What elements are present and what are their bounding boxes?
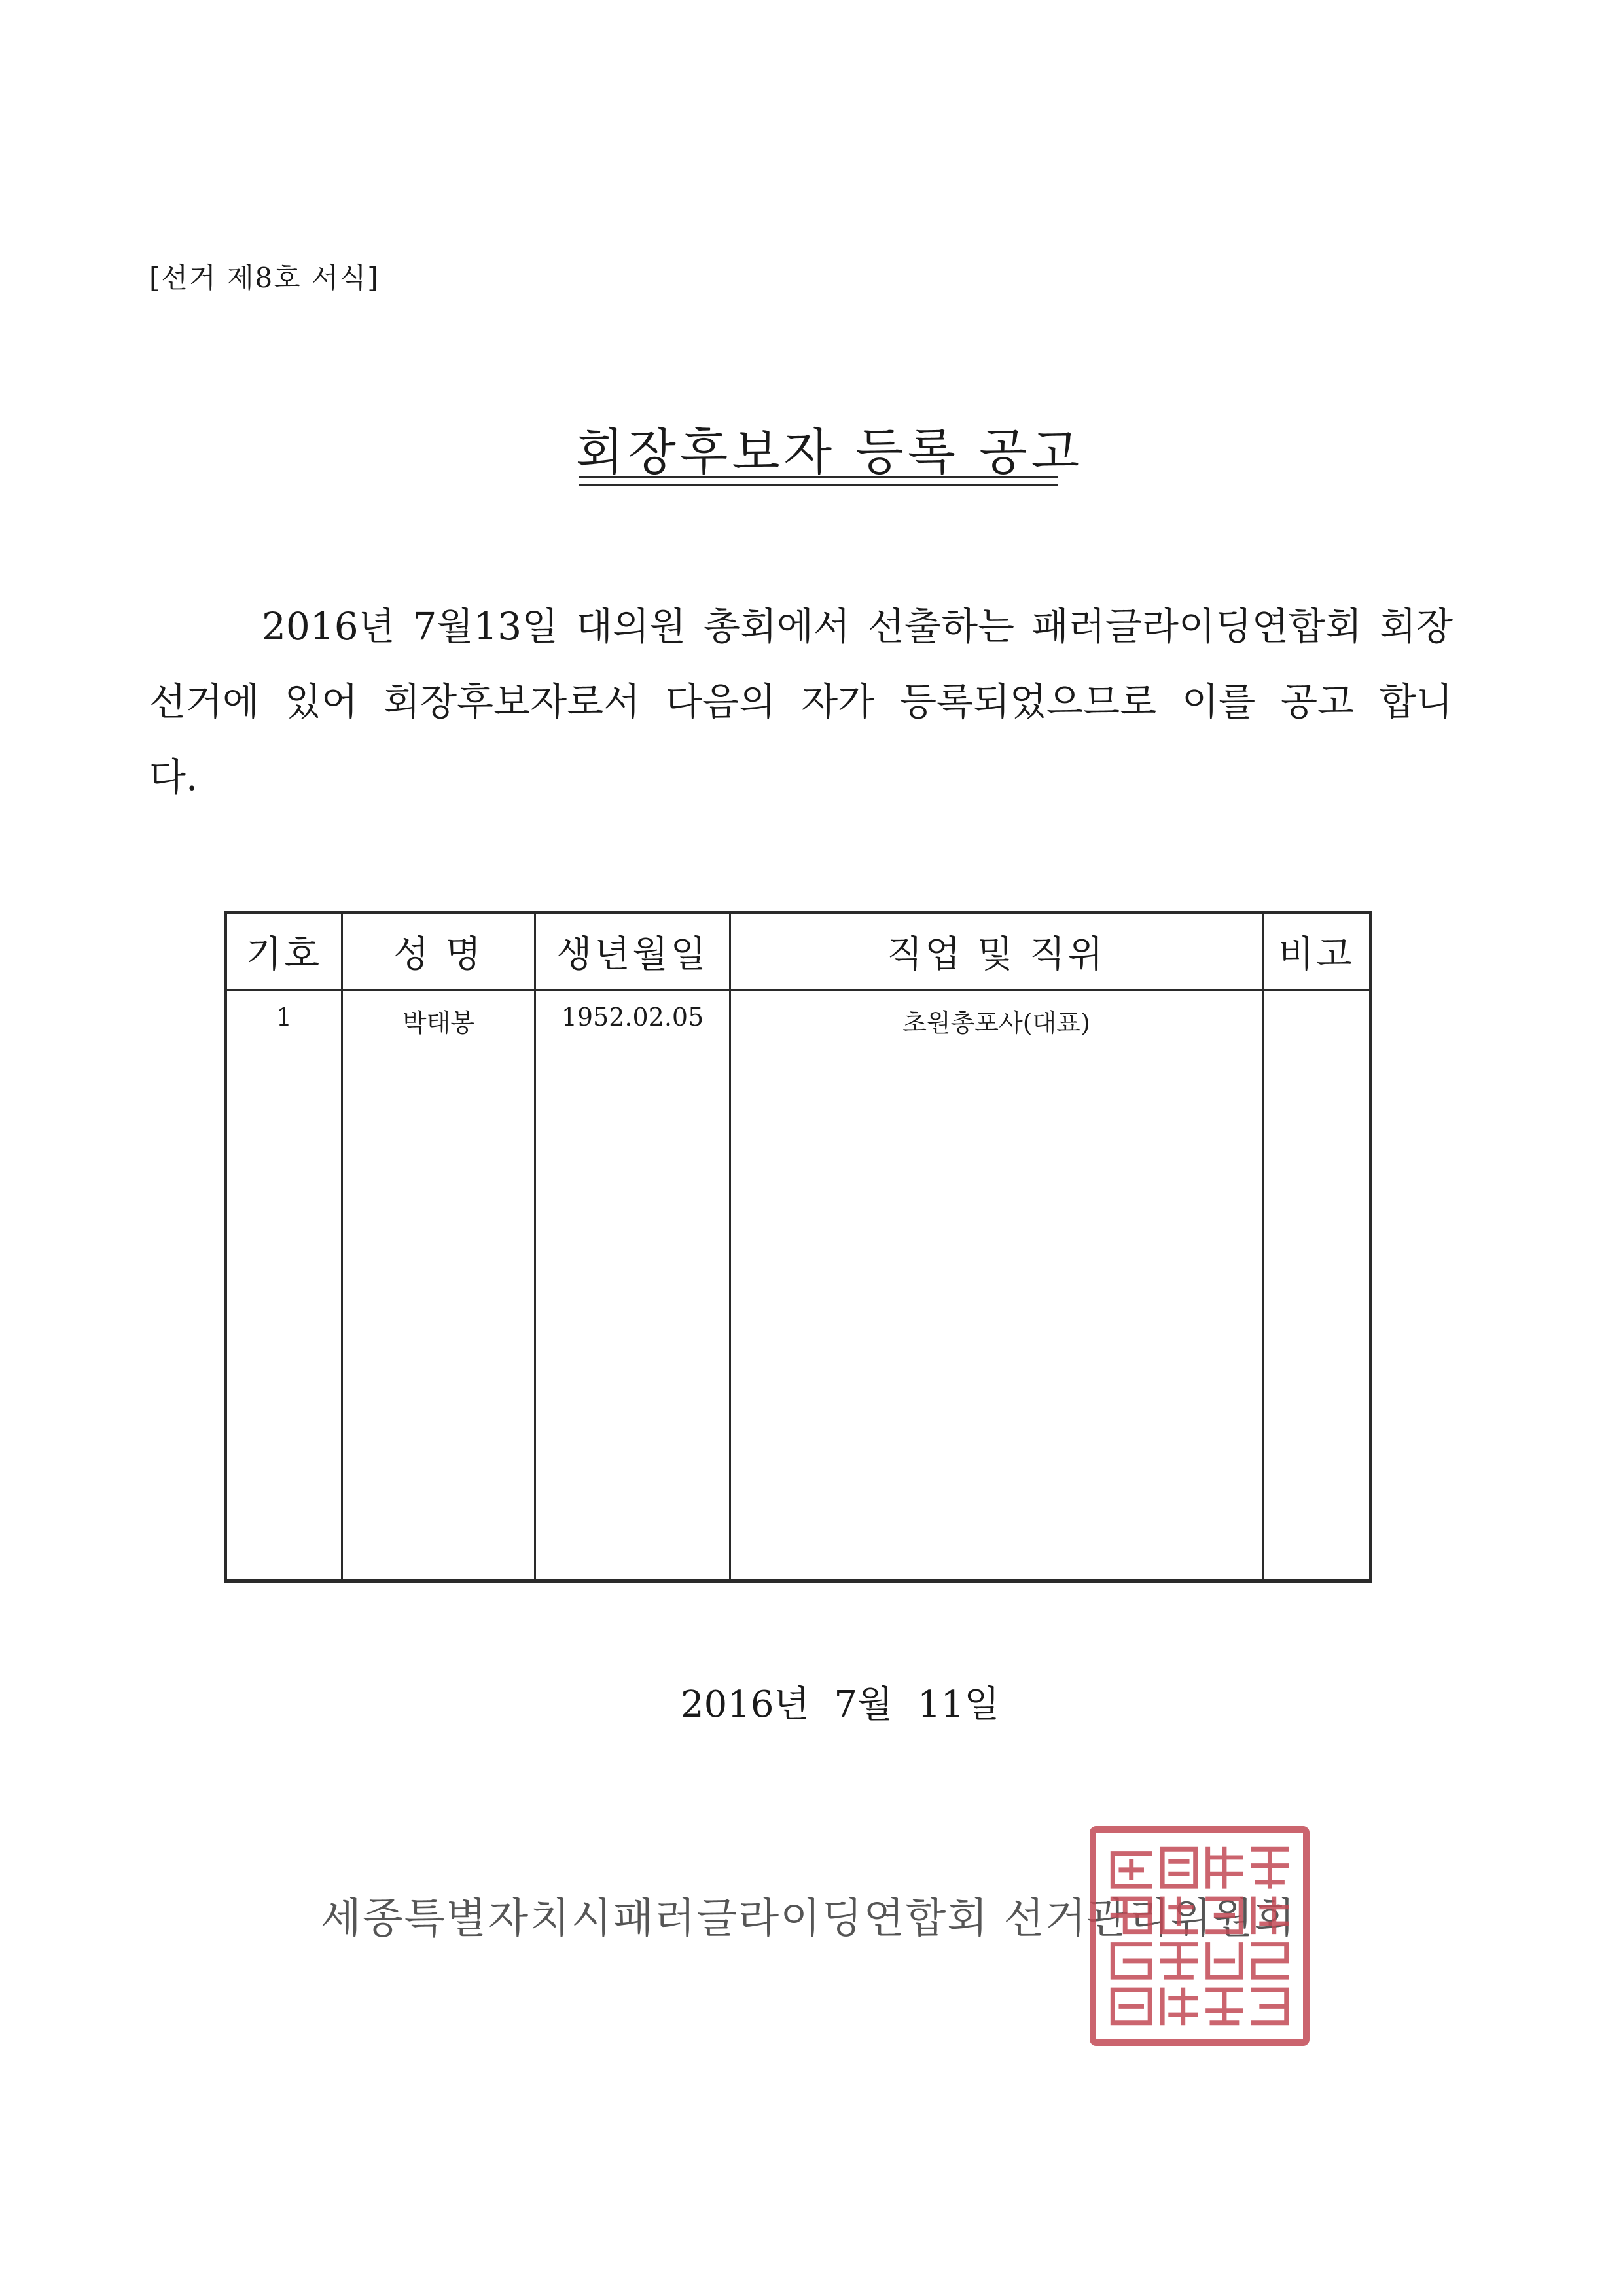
body-line-3: 다.	[149, 755, 198, 799]
table-header-row	[226, 913, 1371, 990]
cell-occupation: 초원총포사(대표)	[730, 990, 1263, 1581]
header-number: 기호	[226, 913, 342, 990]
form-label: [선거 제8호 서식]	[149, 262, 380, 294]
header-remarks: 비고	[1263, 913, 1371, 990]
body-line-1: 2016년 7월13일 대의원 총회에서 선출하는 패러글라이딩연합회 회장	[262, 604, 1453, 649]
cell-birthdate: 1952.02.05	[535, 990, 730, 1581]
header-birthdate: 생년월일	[535, 913, 730, 990]
page-title: 회장후보자 등록 공고	[576, 423, 1084, 481]
title-underline-second	[579, 484, 1058, 486]
cell-name: 박태봉	[342, 990, 535, 1581]
cell-remarks	[1263, 990, 1371, 1581]
table-row	[226, 990, 1371, 1581]
seal-glyphs	[1096, 1833, 1303, 2039]
issue-date: 2016년 7월 11일	[681, 1683, 1000, 1726]
cell-number: 1	[226, 990, 342, 1581]
header-name: 성 명	[342, 913, 535, 990]
issuer-name: 세종특별자치시패러글라이딩연합회 선거관리위원회	[321, 1895, 1296, 1943]
body-line-2: 선거에 있어 회장후보자로서 다음의 자가 등록되었으므로 이를 공고 합니	[149, 679, 1453, 724]
official-seal-icon	[1090, 1826, 1310, 2046]
title-underline	[579, 476, 1058, 478]
header-occupation: 직업 및 직위	[730, 913, 1263, 990]
candidate-table	[224, 911, 1372, 1583]
